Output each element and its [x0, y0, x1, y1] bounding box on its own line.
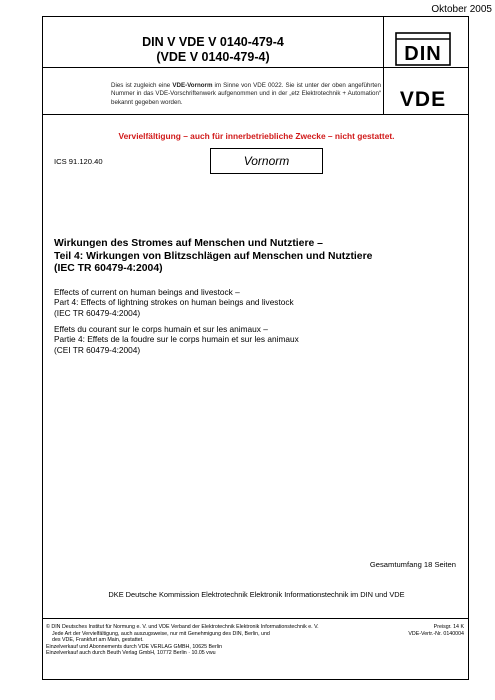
title-french [54, 324, 464, 355]
title-english-line: Effects of current on human beings and livestock – [54, 287, 240, 297]
copyright-line: Einzelverkauf auch durch Beuth Verlag GmbH, 10772 Berlin · 10.05 vwu [46, 650, 216, 656]
copyright-line: © DIN Deutsches Institut für Normung e. V. und VDE Verband der Elektrotechnik Elektronik Informationstechnik e. V. [46, 624, 319, 630]
copyright-line: Einzelverkauf und Abonnements durch VDE VERLAG GMBH, 10625 Berlin [46, 643, 223, 650]
reproduction-notice: Vervielfältigung – auch für innerbetriebliche Zwecke – nicht gestattet. [118, 131, 395, 141]
copyright-line: des VDE, Frankfurt am Main, gestattet. [52, 637, 144, 643]
title-english-line: (IEC TR 60479-4:2004) [54, 307, 141, 318]
title-french-line: Partie 4: Effets de la foudre sur le corps humain et sur les animaux [54, 334, 299, 345]
vde-notice-bold: VDE-Vornorm [172, 82, 213, 89]
vde-notice-pre: Dies ist zugleich eine [111, 82, 173, 89]
title-english [54, 287, 464, 318]
header-divider-upper [43, 67, 468, 68]
title-german-line: (IEC TR 60479-4:2004) [54, 263, 163, 275]
total-pages: Gesamtumfang 18 Seiten [369, 560, 456, 569]
title-english-line: Part 4: Effects of lightning strokes on human beings and livestock [54, 297, 294, 308]
price-block [408, 624, 464, 637]
header-divider-vertical [383, 17, 384, 114]
title-page-frame [42, 16, 469, 680]
title-french-line: Effets du courant sur le corps humain et sur les animaux – [54, 324, 268, 334]
title-german [54, 238, 464, 276]
status-label: Vornorm [243, 154, 290, 168]
standard-number [43, 35, 383, 65]
price-group: Preisgr. 14 K [433, 624, 464, 630]
vde-logo [392, 88, 454, 110]
footer-divider [43, 618, 468, 619]
title-german-line: Teil 4: Wirkungen von Blitzschlägen auf Menschen und Nutztiere [54, 250, 373, 262]
status-box [210, 148, 323, 174]
vde-contract-number: VDE-Vertr.-Nr. 0140004 [408, 630, 464, 637]
title-german-line: Wirkungen des Stromes auf Menschen und Nutztiere – [54, 238, 323, 249]
din-logo [395, 32, 451, 66]
ics-code: ICS 91.120.40 [54, 157, 103, 166]
vde-notice [111, 82, 381, 107]
copyright-block [46, 624, 371, 657]
committee-name: DKE Deutsche Kommission Elektrotechnik Elektronik Informationstechnik im DIN und VDE [108, 590, 405, 599]
header-divider-lower [43, 114, 468, 115]
standard-number-vde: (VDE V 0140-479-4) [156, 50, 270, 64]
issue-date: Oktober 2005 [431, 4, 492, 15]
din-logo-text: DIN [404, 43, 442, 65]
standard-number-din: DIN V VDE V 0140-479-4 [142, 35, 284, 49]
vde-logo-text: VDE [399, 88, 447, 110]
vde-notice-post: im Sinne von VDE 0022. Sie ist unter der oben angeführten Nummer in das VDE-Vorschriftenwerk aufgenommen und in der „etz Elektrotechnik + Automation“ bekannt gegeben worden. [111, 82, 381, 106]
title-french-line: (CEI TR 60479-4:2004) [54, 344, 141, 355]
copyright-line: Jede Art der Vervielfältigung, auch auszugsweise, nur mit Genehmigung des DIN, Berlin, und [52, 630, 270, 637]
